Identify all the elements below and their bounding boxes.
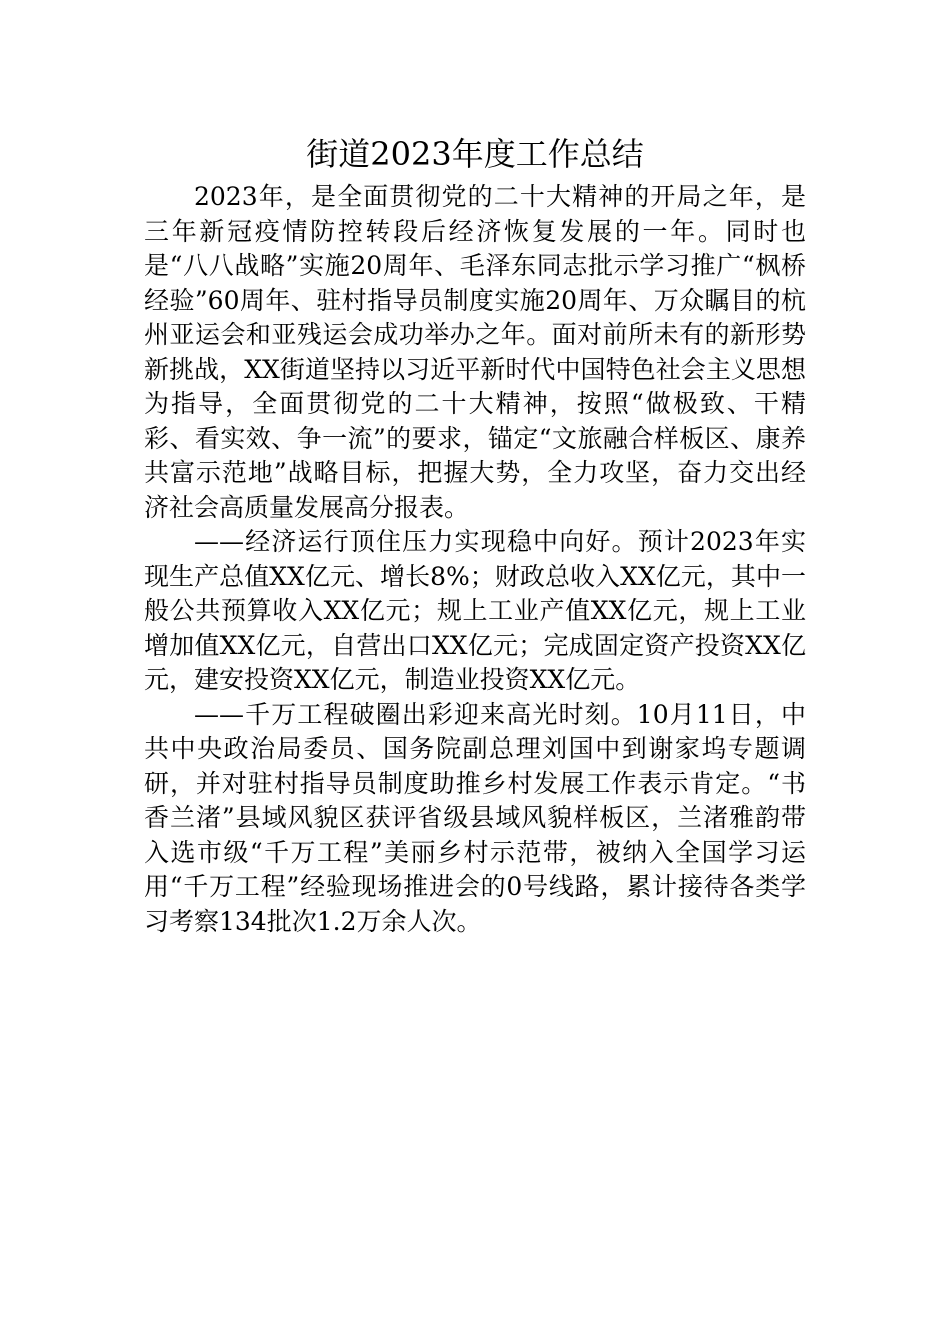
document-body: [144, 128, 806, 939]
document-title: 街道2023年度工作总结: [306, 135, 644, 173]
paragraph-intro: 2023年，是全面贯彻党的二十大精神的开局之年，是三年新冠疫情防控转段后经济恢复发展的一年。同时也是“八八战略”实施20周年、毛泽东同志批示学习推广“枫桥经验”60周年、驻村指导员制度实施20周年、万众瞩目的杭州亚运会和亚残运会成功举办之年。面对前所未有的新形势新挑战，XX街道坚持以习近平新时代中国特色社会主义思想为指导，全面贯彻党的二十大精神，按照“做极致、干精彩、看实效、争一流”的要求，锚定“文旅融合样板区、康养共富示范地”战略目标，把握大势，全力攻坚，奋力交出经济社会高质量发展高分报表。: [144, 182, 806, 522]
paragraph-economy: ——经济运行顶住压力实现稳中向好。预计2023年实现生产总值XX亿元、增长8%；财政总收入XX亿元，其中一般公共预算收入XX亿元；规上工业产值XX亿元，规上工业增加值XX亿元，自营出口XX亿元；完成固定资产投资XX亿元，建安投资XX亿元，制造业投资XX亿元。: [144, 527, 806, 694]
paragraph-project: ——千万工程破圈出彩迎来高光时刻。10月11日，中共中央政治局委员、国务院副总理刘国中到谢家坞专题调研，并对驻村指导员制度助推乡村发展工作表示肯定。“书香兰渚”县域风貌区获评省级县域风貌样板区，兰渚雅韵带入选市级“千万工程”美丽乡村示范带，被纳入全国学习运用“千万工程”经验现场推进会的0号线路，累计接待各类学习考察134批次1.2万余人次。: [144, 699, 806, 936]
